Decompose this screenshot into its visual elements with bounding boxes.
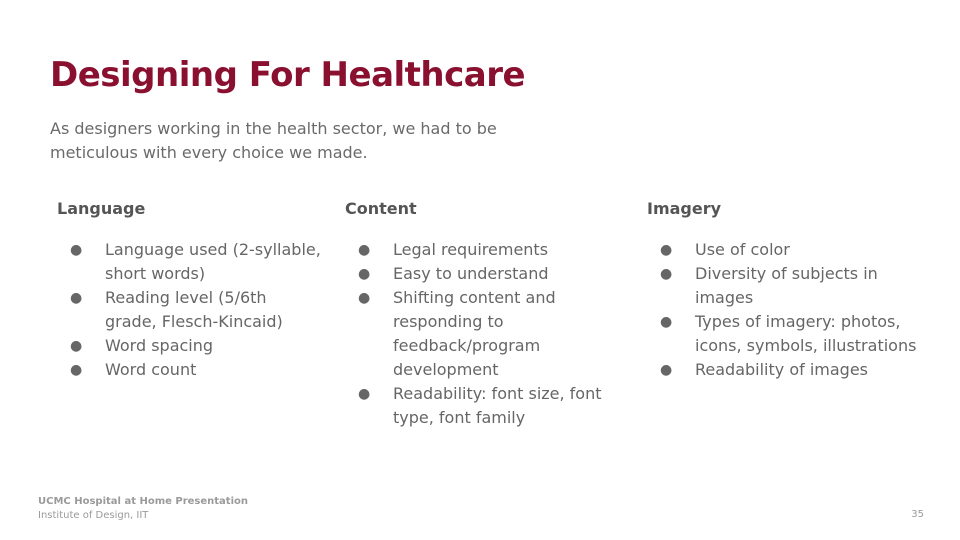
slide-subtitle: As designers working in the health sector, we had to be meticulous with every choice we made. — [50, 119, 497, 162]
list-item-text: Readability of images — [695, 360, 869, 379]
list-item — [345, 262, 605, 286]
page-number: 35 — [911, 509, 924, 520]
bullet-icon: ● — [358, 266, 371, 282]
footer-institute: Institute of Design, IIT — [38, 510, 149, 521]
list-item-text: Legal requirements — [393, 240, 549, 259]
list-item-text: Word spacing — [105, 336, 214, 355]
list-item-text: Reading level (5/6th grade, Flesch-Kincaid) — [105, 288, 283, 331]
list-item — [647, 238, 917, 262]
bullet-icon: ● — [358, 290, 371, 306]
bullet-icon: ● — [660, 362, 673, 378]
list-item — [647, 262, 917, 310]
slide-title: Designing For Healthcare — [50, 55, 526, 95]
list-item — [345, 286, 605, 382]
bullet-list — [647, 238, 917, 382]
list-item-text: Readability: font size, font type, font family — [393, 384, 602, 427]
list-item — [345, 382, 605, 430]
bullet-icon: ● — [70, 338, 83, 354]
bullet-icon: ● — [358, 242, 371, 258]
column-language — [57, 198, 322, 382]
column-imagery — [647, 198, 917, 382]
bullet-icon: ● — [660, 314, 673, 330]
list-item-text: Shifting content and responding to feedback/program development — [393, 288, 556, 379]
column-heading: Language — [57, 199, 146, 218]
bullet-icon: ● — [660, 242, 673, 258]
list-item — [57, 334, 322, 358]
list-item-text: Diversity of subjects in images — [695, 264, 878, 307]
bullet-icon: ● — [70, 290, 83, 306]
bullet-list — [57, 238, 322, 382]
list-item — [647, 310, 917, 358]
list-item-text: Language used (2-syllable, short words) — [105, 240, 321, 283]
list-item-text: Types of imagery: photos, icons, symbols, illustrations — [695, 312, 917, 355]
list-item — [57, 358, 322, 382]
column-heading: Imagery — [647, 199, 722, 218]
footer-organization: UCMC Hospital at Home Presentation — [38, 496, 248, 507]
list-item-text: Use of color — [695, 240, 790, 259]
list-item — [57, 286, 322, 334]
column-heading: Content — [345, 199, 417, 218]
bullet-list — [345, 238, 605, 430]
list-item — [647, 358, 917, 382]
list-item-text: Easy to understand — [393, 264, 549, 283]
list-item-text: Word count — [105, 360, 197, 379]
bullet-icon: ● — [70, 242, 83, 258]
list-item — [345, 238, 605, 262]
bullet-icon: ● — [660, 266, 673, 282]
bullet-icon: ● — [358, 386, 371, 402]
list-item — [57, 238, 322, 286]
bullet-icon: ● — [70, 362, 83, 378]
column-content — [345, 198, 605, 430]
